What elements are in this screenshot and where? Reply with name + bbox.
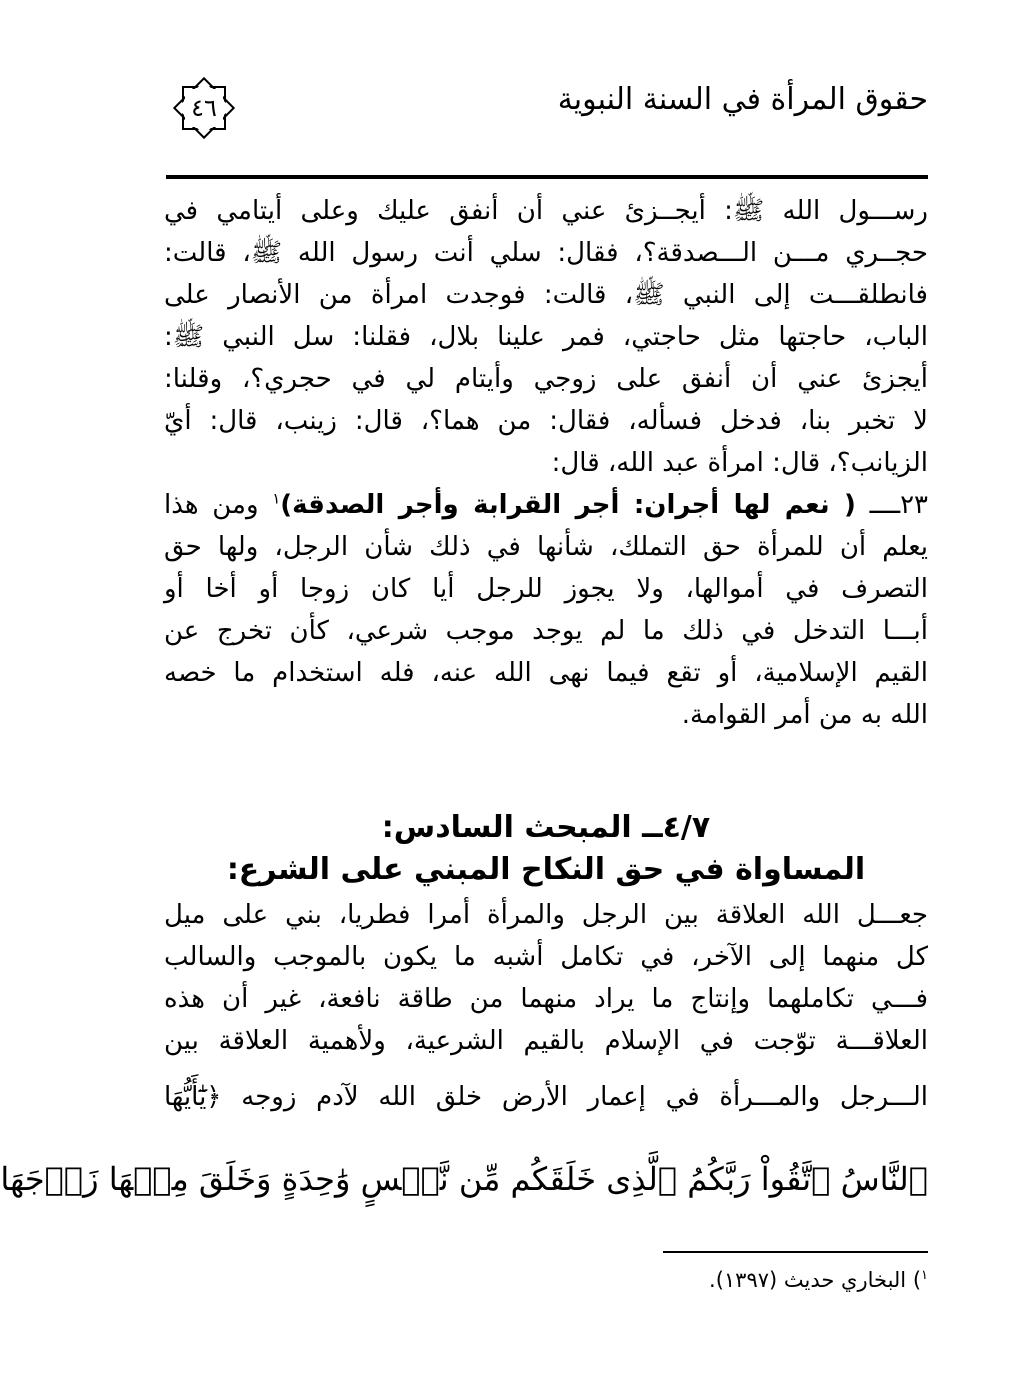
text-line: فانطلقـــت إلى النبي ﷺ، قالت: فوجدت امرأة من الأنصار على xyxy=(164,280,928,310)
text-line: حجــري مـــن الـــصدقة؟، فقال: سلي أنت رسول الله ﷺ، قالت: xyxy=(164,238,928,268)
text-line: كل منهما إلى الآخر، في تكامل أشبه ما يكون بالموجب والسالب xyxy=(164,942,928,972)
text-line: الـــرجل والمـــرأة في إعمار الأرض خلق الله لآدم زوجه ﴿يَٰٓأَيُّهَا xyxy=(164,1082,928,1112)
text-line: أيجزئ عني أن أنفق على زوجي وأيتام لي في حجري؟، وقلنا: xyxy=(164,364,928,394)
text-line: رســـول الله ﷺ: أيجــزئ عني أن أنفق عليك وعلى أيتامي في xyxy=(164,196,928,226)
text-line: لا تخبر بنا، فدخل فسأله، فقال: من هما؟، قال: زينب، قال: أيّ xyxy=(164,406,928,436)
text-line: الباب، حاجتها مثل حاجتي، فمر علينا بلال، فقلنا: سل النبي ﷺ: xyxy=(164,322,928,352)
text-line: فـــي تكاملهما وإنتاج ما يراد منهما من طاقة نافعة، غير أن هذه xyxy=(164,984,928,1014)
section-title-heading: المساواة في حق النكاح المبني على الشرع: xyxy=(226,852,866,887)
paragraph-hadith xyxy=(164,190,928,484)
text-line-numbered xyxy=(164,484,928,526)
running-title: حقوق المرأة في السنة النبوية xyxy=(557,82,928,117)
text-line: يعلم أن للمرأة حق التملك، شأنها في ذلك شأن الرجل، ولها حق xyxy=(164,532,928,562)
paragraph-ownership-rights xyxy=(164,484,928,736)
footnote-number: ١ xyxy=(921,1268,928,1283)
item-number: ٢٣ــــ xyxy=(869,490,929,520)
text-line: الزيانب؟، قال: امرأة عبد الله، قال: xyxy=(551,448,928,478)
text-line: العلاقـــة توّجت في الإسلام بالقيم الشرعية، ولأهمية العلاقة بين xyxy=(164,1026,928,1056)
quran-verse-line: ٱلنَّاسُ ٱتَّقُواْ رَبَّكُمُ ٱلَّذِى خَلَقَكُم مِّن نَّفۡسٍ وَٰحِدَةٍ وَخَلَقَ مِنۡهَا زَوۡجَهَا xyxy=(0,1160,928,1198)
footnote-rule xyxy=(663,1251,928,1253)
text-fragment: ومن هذا xyxy=(164,490,259,520)
text-line: جعـــل الله العلاقة بين الرجل والمرأة أمرا فطريا، بني على ميل xyxy=(164,900,928,930)
section-number-heading: ٤/٧ــ المبحث السادس: xyxy=(381,810,711,845)
footnote xyxy=(709,1268,928,1292)
paragraph-marriage xyxy=(164,894,928,1118)
footnote-text: ) البخاري حديث (١٣٩٧). xyxy=(709,1268,922,1292)
text-line: التصرف في أموالها، ولا يجوز للرجل أيا كان زوجا أو أخا أو xyxy=(164,574,928,604)
header-rule xyxy=(166,175,928,179)
text-line: أبـــا التدخل في ذلك ما لم يوجد موجب شرعي، كأن تخرج عن xyxy=(164,616,928,646)
page-number-badge xyxy=(168,72,240,144)
text-line: القيم الإسلامية، أو تقع فيما نهى الله عنه، فله استخدام ما خصه xyxy=(164,658,928,688)
bold-quote: ( نعم لها أجران: أجر القرابة وأجر الصدقة) xyxy=(280,490,856,520)
page-number: ٤٦ xyxy=(191,94,217,122)
footnote-reference: ١ xyxy=(272,489,281,508)
text-line: الله به من أمر القوامة. xyxy=(681,700,928,730)
